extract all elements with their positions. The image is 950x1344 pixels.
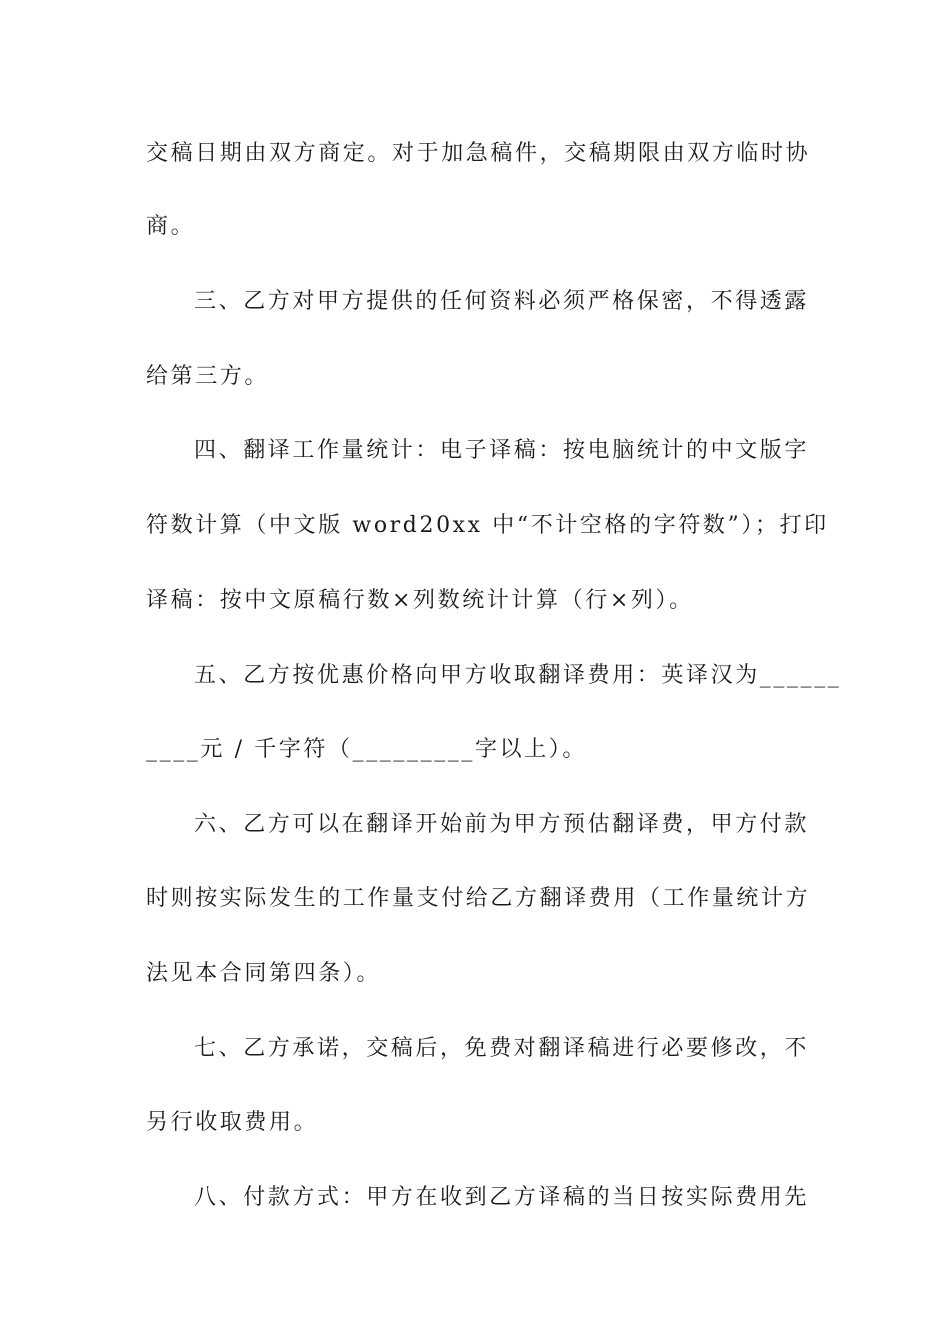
text-line: 给第三方。 (146, 364, 270, 389)
text-line: ____元 / 千字符（_________字以上）。 (146, 737, 587, 762)
paragraph-clause-5-line: 五、乙方按优惠价格向甲方收取翻译费用：英译汉为______ (194, 663, 842, 688)
text-line: 商。 (146, 214, 196, 239)
text-line: 交稿日期由双方商定。对于加急稿件，交稿期限由双方临时协 (146, 141, 811, 166)
paragraph-clause-6-line: 六、乙方可以在翻译开始前为甲方预估翻译费，甲方付款 (194, 812, 810, 837)
text-line: 时则按实际发生的工作量支付给乙方翻译费用（工作量统计方 (146, 886, 811, 911)
text-line: 法见本合同第四条）。 (146, 961, 382, 986)
text-line: 符数计算（中文版 word20xx 中“不计空格的字符数”）；打印 (146, 513, 829, 538)
paragraph-clause-3-line: 三、乙方对甲方提供的任何资料必须严格保密，不得透露 (194, 289, 810, 314)
paragraph-clause-8-line: 八、付款方式：甲方在收到乙方译稿的当日按实际费用先 (194, 1185, 810, 1210)
text-line: 译稿：按中文原稿行数×列数统计计算（行×列）。 (146, 588, 694, 613)
paragraph-clause-4-line: 四、翻译工作量统计：电子译稿：按电脑统计的中文版字 (194, 438, 810, 463)
text-line: 另行收取费用。 (146, 1110, 319, 1135)
paragraph-clause-7-line: 七、乙方承诺，交稿后，免费对翻译稿进行必要修改，不 (194, 1036, 810, 1061)
